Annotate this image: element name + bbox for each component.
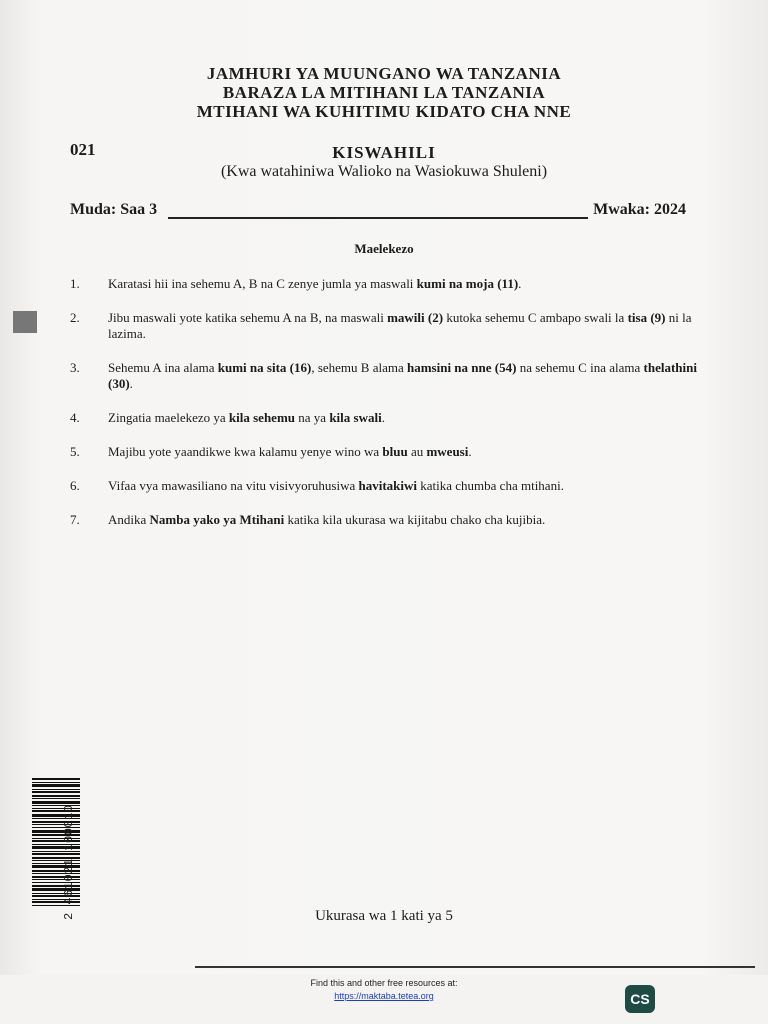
instruction-number: 2. — [70, 310, 80, 325]
instruction-item — [70, 410, 700, 426]
page-number: Ukurasa wa 1 kati ya 5 — [315, 908, 453, 924]
instruction-text: Sehemu A ina alama kumi na sita (16), sehemu B alama hamsini na nne (54) na sehemu C ina alama thelathini (30). — [108, 360, 697, 391]
instructions-title: Maelekezo — [354, 241, 414, 256]
barcode-bar — [32, 778, 80, 780]
instruction-text: Jibu maswali yote katika sehemu A na B, na maswali mawili (2) kutoka sehemu C ambapo swali la tisa (9) ni la lazima. — [108, 310, 692, 341]
footer-text: Find this and other free resources at: — [310, 978, 458, 988]
exam-subtitle: (Kwa watahiniwa Walioko na Wasiokuwa Shuleni) — [220, 163, 548, 180]
instruction-text: Andika Namba yako ya Mtihani katika kila ukurasa wa kijitabu chako cha kujibia. — [108, 512, 546, 527]
instruction-item — [70, 276, 700, 292]
header-divider — [168, 217, 588, 219]
instruction-text: Karatasi hii ina sehemu A, B na C zenye jumla ya maswali kumi na moja (11). — [108, 276, 522, 291]
instruction-item — [70, 360, 700, 392]
instruction-item — [70, 478, 700, 494]
barcode-number: 2 461021 100010 — [62, 804, 76, 920]
instruction-item — [70, 310, 700, 342]
instruction-number: 1. — [70, 276, 80, 291]
instruction-text: Majibu yote yaandikwe kwa kalamu yenye wino wa bluu au mweusi. — [108, 444, 472, 459]
barcode — [32, 778, 86, 906]
page-tab-mark — [13, 311, 37, 333]
exam-code: 021 — [70, 140, 96, 159]
instruction-number: 4. — [70, 410, 80, 425]
header-line-3: MTIHANI WA KUHITIMU KIDATO CHA NNE — [196, 102, 572, 121]
exam-year: Mwaka: 2024 — [593, 201, 686, 218]
camscanner-logo-icon: CS — [625, 985, 655, 1013]
instruction-item — [70, 512, 700, 528]
header-line-2: BARAZA LA MITIHANI LA TANZANIA — [222, 83, 546, 102]
instruction-number: 7. — [70, 512, 80, 527]
instruction-number: 5. — [70, 444, 80, 459]
instruction-text: Vifaa vya mawasiliano na vitu visivyoruhusiwa havitakiwi katika chumba cha mtihani. — [108, 478, 564, 493]
header-line-1: JAMHURI YA MUUNGANO WA TANZANIA — [206, 64, 562, 83]
instruction-number: 3. — [70, 360, 80, 375]
instruction-item — [70, 444, 700, 460]
exam-header — [0, 64, 768, 121]
instructions-list — [70, 276, 700, 528]
exam-subject: KISWAHILI — [332, 143, 436, 162]
instruction-number: 6. — [70, 478, 80, 493]
instruction-text: Zingatia maelekezo ya kila sehemu na ya kila swali. — [108, 410, 385, 425]
exam-duration: Muda: Saa 3 — [70, 201, 158, 218]
footer-link[interactable]: https://maktaba.tetea.org — [334, 991, 434, 1001]
footer-divider — [195, 966, 755, 968]
